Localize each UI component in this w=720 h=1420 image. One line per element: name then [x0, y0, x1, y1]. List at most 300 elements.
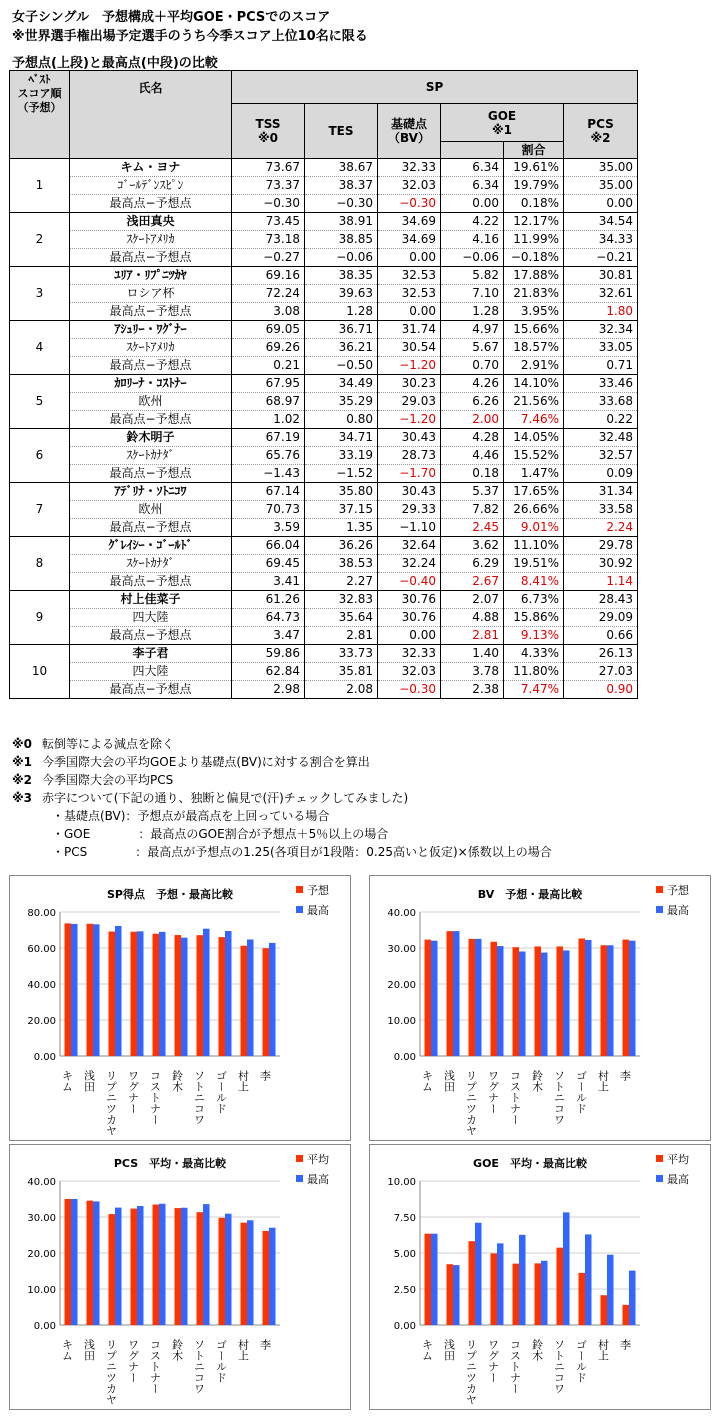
value-cell: 3.47	[232, 627, 305, 645]
value-cell: 11.10%	[504, 537, 564, 555]
bar-series-2	[475, 939, 482, 1056]
bar-series-2	[541, 1261, 548, 1325]
value-cell: 62.84	[232, 663, 305, 681]
value-cell: 17.88%	[504, 267, 564, 285]
value-cell: 4.88	[441, 609, 504, 627]
value-cell: 0.18%	[504, 195, 564, 213]
value-cell: 1.35	[305, 519, 378, 537]
value-cell: 4.26	[441, 375, 504, 393]
value-cell: 11.80%	[504, 663, 564, 681]
bar-series-1	[87, 1201, 94, 1325]
bar-series-2	[225, 1214, 232, 1325]
y-tick-label: 0.00	[33, 1052, 56, 1063]
x-tick-label: ソトニコワ	[552, 1339, 566, 1394]
x-tick-label: リプニツカヤ	[464, 1070, 478, 1136]
y-tick-label: 80.00	[27, 908, 56, 919]
bar-series-1	[491, 1253, 498, 1325]
bar-series-2	[563, 950, 570, 1056]
value-cell: 3.41	[232, 573, 305, 591]
diff-label: 最高点−予想点	[70, 573, 232, 591]
value-cell: 67.14	[232, 483, 305, 501]
table-row	[10, 555, 638, 573]
table-row	[10, 339, 638, 357]
legend-label: 平均	[667, 1153, 689, 1166]
competition-name: ｽｹｰﾄｶﾅﾀﾞ	[70, 555, 232, 573]
legend-swatch	[296, 1155, 303, 1162]
chart-sp	[9, 875, 351, 1141]
chart-title: SP得点 予想・最高比較	[107, 888, 233, 901]
table-row	[10, 465, 638, 483]
value-cell: 39.63	[305, 285, 378, 303]
value-cell: 5.82	[441, 267, 504, 285]
value-cell: 29.33	[378, 501, 441, 519]
table-row	[10, 267, 638, 285]
value-cell: −0.30	[305, 195, 378, 213]
y-tick-label: 20.00	[387, 980, 416, 991]
value-cell: 0.70	[441, 357, 504, 375]
y-tick-label: 30.00	[387, 944, 416, 955]
table-row	[10, 609, 638, 627]
x-tick-label: 鈴木	[530, 1339, 544, 1361]
skater-name: ｸﾞﾚｲｼｰ・ｺﾞｰﾙﾄﾞ	[70, 537, 232, 555]
bar-series-1	[197, 935, 204, 1056]
legend-label: 平均	[307, 1153, 329, 1166]
skater-name: ｱﾃﾞﾘﾅ・ｿﾄﾆｺﾜ	[70, 483, 232, 501]
chart-title: GOE 平均・最高比較	[473, 1157, 587, 1170]
rank-cell: 2	[10, 213, 70, 267]
competition-name: 欧州	[70, 501, 232, 519]
rank-cell: 8	[10, 537, 70, 591]
value-cell: 5.37	[441, 483, 504, 501]
bar-series-1	[579, 938, 586, 1056]
skater-name: 李子君	[70, 645, 232, 663]
value-cell: 4.33%	[504, 645, 564, 663]
x-tick-label: キム	[60, 1339, 74, 1361]
value-cell: 3.62	[441, 537, 504, 555]
value-cell: 19.51%	[504, 555, 564, 573]
bar-series-2	[93, 924, 100, 1056]
bar-series-1	[175, 935, 182, 1056]
value-cell: 30.23	[378, 375, 441, 393]
x-tick-label: 鈴木	[170, 1070, 184, 1092]
value-cell: −0.06	[441, 249, 504, 267]
value-cell: 32.57	[564, 447, 638, 465]
value-cell: 59.86	[232, 645, 305, 663]
bar-series-1	[469, 939, 476, 1056]
header-bv: 基礎点 （BV）	[378, 104, 441, 159]
value-cell: 32.83	[305, 591, 378, 609]
value-cell: 29.03	[378, 393, 441, 411]
value-cell: 35.81	[305, 663, 378, 681]
bar-series-1	[425, 940, 432, 1056]
bar-series-2	[269, 1228, 276, 1325]
competition-name: 欧州	[70, 393, 232, 411]
value-cell: 4.46	[441, 447, 504, 465]
bar-series-1	[263, 948, 270, 1056]
bar-series-1	[557, 946, 564, 1056]
value-cell: 33.58	[564, 501, 638, 519]
table-row	[10, 663, 638, 681]
score-table	[9, 70, 638, 699]
value-cell: 2.00	[441, 411, 504, 429]
bar-series-2	[71, 1199, 78, 1325]
value-cell: 2.45	[441, 519, 504, 537]
bar-series-2	[269, 943, 276, 1056]
y-tick-label: 60.00	[27, 944, 56, 955]
note-3: ※3 赤字について(下記の通り、独断と偏見で(汗)チェックしてみました)	[12, 791, 409, 805]
table-row	[10, 573, 638, 591]
value-cell: 33.68	[564, 393, 638, 411]
legend-swatch	[656, 886, 663, 893]
bar-series-1	[153, 1205, 160, 1325]
value-cell: 35.80	[305, 483, 378, 501]
bar-series-2	[137, 1206, 144, 1325]
legend-label: 予想	[307, 884, 329, 897]
bar-series-1	[447, 931, 454, 1056]
skater-name: ｱｼｭﾘｰ・ﾜｸﾞﾅｰ	[70, 321, 232, 339]
value-cell: 30.76	[378, 591, 441, 609]
value-cell: −1.70	[378, 465, 441, 483]
legend-swatch	[656, 906, 663, 913]
value-cell: 32.03	[378, 663, 441, 681]
x-tick-label: ワグナー	[126, 1070, 140, 1114]
bar-series-2	[629, 941, 636, 1056]
value-cell: 32.34	[564, 321, 638, 339]
page-subtitle: ※世界選手権出場予定選手のうち今季スコア上位10名に限る	[12, 29, 368, 44]
value-cell: 32.53	[378, 285, 441, 303]
diff-label: 最高点−予想点	[70, 357, 232, 375]
value-cell: 73.37	[232, 177, 305, 195]
value-cell: 0.71	[564, 357, 638, 375]
chart-goe	[369, 1144, 711, 1410]
value-cell: 29.78	[564, 537, 638, 555]
y-tick-label: 40.00	[387, 908, 416, 919]
table-row	[10, 231, 638, 249]
bar-series-2	[585, 940, 592, 1056]
note-0: ※0 転倒等による減点を除く	[12, 737, 175, 751]
value-cell: 34.33	[564, 231, 638, 249]
value-cell: 28.73	[378, 447, 441, 465]
bar-series-2	[159, 932, 166, 1056]
table-row	[10, 393, 638, 411]
x-tick-label: リプニツカヤ	[464, 1339, 478, 1405]
value-cell: 72.24	[232, 285, 305, 303]
value-cell: 8.41%	[504, 573, 564, 591]
rank-cell: 5	[10, 375, 70, 429]
header-goe-pts	[441, 142, 504, 159]
header-pcs: PCS ※2	[564, 104, 638, 159]
y-tick-label: 10.00	[27, 1285, 56, 1296]
y-tick-label: 10.00	[387, 1177, 416, 1188]
value-cell: 6.26	[441, 393, 504, 411]
value-cell: 15.52%	[504, 447, 564, 465]
bar-series-2	[181, 938, 188, 1056]
bar-series-1	[131, 1209, 138, 1325]
bar-series-2	[497, 946, 504, 1056]
bar-series-1	[469, 1241, 476, 1325]
value-cell: 28.43	[564, 591, 638, 609]
header-name: 氏名	[70, 71, 232, 159]
legend-swatch	[296, 1175, 303, 1182]
bar-series-1	[153, 934, 160, 1056]
value-cell: 30.43	[378, 483, 441, 501]
bar-series-1	[65, 1199, 72, 1325]
table-row	[10, 537, 638, 555]
x-tick-label: キム	[420, 1070, 434, 1092]
value-cell: 0.90	[564, 681, 638, 699]
bar-series-2	[247, 939, 254, 1056]
bar-series-1	[535, 1263, 542, 1325]
y-tick-label: 0.00	[33, 1321, 56, 1332]
value-cell: 68.97	[232, 393, 305, 411]
value-cell: 30.81	[564, 267, 638, 285]
value-cell: 65.76	[232, 447, 305, 465]
value-cell: 61.26	[232, 591, 305, 609]
value-cell: 1.28	[305, 303, 378, 321]
value-cell: 36.71	[305, 321, 378, 339]
x-tick-label: リプニツカヤ	[104, 1070, 118, 1136]
legend-swatch	[656, 1175, 663, 1182]
value-cell: 14.05%	[504, 429, 564, 447]
table-row	[10, 591, 638, 609]
legend-swatch	[296, 906, 303, 913]
bar-series-1	[535, 946, 542, 1056]
bar-series-1	[557, 1248, 564, 1325]
value-cell: 7.46%	[504, 411, 564, 429]
value-cell: −0.18%	[504, 249, 564, 267]
table-row	[10, 375, 638, 393]
page-title: 女子シングル 予想構成＋平均GOE・PCSでのスコア	[12, 10, 331, 25]
header-ratio: 割合	[504, 142, 564, 159]
x-tick-label: ソトニコワ	[552, 1070, 566, 1125]
rank-cell: 10	[10, 645, 70, 699]
value-cell: 2.27	[305, 573, 378, 591]
table-row	[10, 249, 638, 267]
value-cell: −0.40	[378, 573, 441, 591]
value-cell: 15.66%	[504, 321, 564, 339]
competition-name: ｽｹｰﾄｱﾒﾘｶ	[70, 339, 232, 357]
x-tick-label: 李	[258, 1070, 272, 1081]
value-cell: 32.33	[378, 645, 441, 663]
x-tick-label: 浅田	[442, 1070, 456, 1092]
value-cell: 35.00	[564, 177, 638, 195]
value-cell: 32.48	[564, 429, 638, 447]
legend-label: 最高	[307, 1173, 329, 1186]
value-cell: 34.69	[378, 213, 441, 231]
note-3-pcs: ・PCS ：最高点が予想点の1.25(各項目が1段階：0.25高いと仮定)×係数以上の場合	[52, 845, 552, 859]
x-tick-label: ゴールド	[574, 1070, 588, 1114]
bar-series-1	[579, 1273, 586, 1325]
table-row	[10, 195, 638, 213]
x-tick-label: ソトニコワ	[192, 1070, 206, 1125]
x-tick-label: ソトニコワ	[192, 1339, 206, 1394]
value-cell: 3.78	[441, 663, 504, 681]
value-cell: 36.21	[305, 339, 378, 357]
table-row	[10, 627, 638, 645]
value-cell: 32.24	[378, 555, 441, 573]
bar-series-1	[175, 1208, 182, 1325]
y-tick-label: 0.00	[393, 1321, 416, 1332]
value-cell: 30.43	[378, 429, 441, 447]
skater-name: キム・ヨナ	[70, 159, 232, 177]
bar-series-2	[607, 1255, 614, 1325]
value-cell: 69.16	[232, 267, 305, 285]
rank-cell: 3	[10, 267, 70, 321]
bar-series-2	[453, 931, 460, 1056]
competition-name: ｽｹｰﾄｱﾒﾘｶ	[70, 231, 232, 249]
table-row	[10, 681, 638, 699]
value-cell: 21.56%	[504, 393, 564, 411]
value-cell: 35.64	[305, 609, 378, 627]
value-cell: 9.01%	[504, 519, 564, 537]
legend-swatch	[656, 1155, 663, 1162]
table-row	[10, 519, 638, 537]
bar-series-1	[241, 946, 248, 1056]
value-cell: 3.08	[232, 303, 305, 321]
bar-series-1	[219, 1218, 226, 1325]
legend-label: 最高	[667, 1173, 689, 1186]
legend-label: 最高	[667, 904, 689, 917]
value-cell: −1.20	[378, 411, 441, 429]
rank-cell: 7	[10, 483, 70, 537]
bar-series-2	[519, 951, 526, 1056]
value-cell: 38.91	[305, 213, 378, 231]
table-row	[10, 303, 638, 321]
x-tick-label: ワグナー	[486, 1070, 500, 1114]
bar-series-1	[197, 1212, 204, 1325]
value-cell: 19.79%	[504, 177, 564, 195]
chart-title: PCS 平均・最高比較	[113, 1157, 227, 1170]
value-cell: 35.00	[564, 159, 638, 177]
skater-name: 浅田真央	[70, 213, 232, 231]
skater-name: 鈴木明子	[70, 429, 232, 447]
value-cell: −0.30	[378, 195, 441, 213]
value-cell: 4.97	[441, 321, 504, 339]
bar-series-2	[93, 1201, 100, 1325]
table-row	[10, 501, 638, 519]
value-cell: 7.47%	[504, 681, 564, 699]
value-cell: 2.81	[441, 627, 504, 645]
value-cell: 33.73	[305, 645, 378, 663]
table-row	[10, 447, 638, 465]
value-cell: 1.40	[441, 645, 504, 663]
value-cell: −0.30	[378, 681, 441, 699]
diff-label: 最高点−予想点	[70, 465, 232, 483]
value-cell: 32.33	[378, 159, 441, 177]
value-cell: 14.10%	[504, 375, 564, 393]
value-cell: 34.54	[564, 213, 638, 231]
value-cell: −0.06	[305, 249, 378, 267]
value-cell: 0.66	[564, 627, 638, 645]
table-row	[10, 411, 638, 429]
value-cell: 6.29	[441, 555, 504, 573]
rank-cell: 4	[10, 321, 70, 375]
value-cell: −0.30	[232, 195, 305, 213]
bar-series-2	[247, 1220, 254, 1325]
bar-series-2	[585, 1234, 592, 1325]
bar-series-1	[601, 945, 608, 1056]
x-tick-label: 村上	[236, 1070, 250, 1092]
bar-series-1	[109, 932, 116, 1056]
x-tick-label: 村上	[596, 1339, 610, 1361]
value-cell: 0.22	[564, 411, 638, 429]
bar-series-1	[623, 940, 630, 1056]
table-row	[10, 213, 638, 231]
rank-cell: 9	[10, 591, 70, 645]
header-tes: TES	[305, 104, 378, 159]
competition-name: 四大陸	[70, 663, 232, 681]
value-cell: 2.08	[305, 681, 378, 699]
value-cell: 30.92	[564, 555, 638, 573]
y-tick-label: 7.50	[393, 1213, 416, 1224]
legend-label: 予想	[667, 884, 689, 897]
x-tick-label: 浅田	[82, 1339, 96, 1361]
x-tick-label: コストナー	[508, 1070, 522, 1125]
value-cell: 38.35	[305, 267, 378, 285]
note-1: ※1 今季国際大会の平均GOEより基礎点(BV)に対する割合を算出	[12, 755, 370, 769]
bar-series-1	[263, 1231, 270, 1325]
competition-name: ｽｹｰﾄｶﾅﾀﾞ	[70, 447, 232, 465]
value-cell: 2.38	[441, 681, 504, 699]
y-tick-label: 0.00	[393, 1052, 416, 1063]
value-cell: −1.52	[305, 465, 378, 483]
value-cell: 6.34	[441, 159, 504, 177]
note-2: ※2 今季国際大会の平均PCS	[12, 773, 174, 787]
value-cell: 2.98	[232, 681, 305, 699]
diff-label: 最高点−予想点	[70, 249, 232, 267]
bar-series-2	[181, 1208, 188, 1325]
x-tick-label: コストナー	[148, 1070, 162, 1125]
x-tick-label: コストナー	[148, 1339, 162, 1394]
value-cell: 33.05	[564, 339, 638, 357]
value-cell: 30.76	[378, 609, 441, 627]
table-row	[10, 357, 638, 375]
value-cell: 19.61%	[504, 159, 564, 177]
value-cell: 0.00	[564, 195, 638, 213]
bar-series-2	[115, 1208, 122, 1325]
bar-series-2	[225, 931, 232, 1056]
value-cell: 4.22	[441, 213, 504, 231]
value-cell: 38.85	[305, 231, 378, 249]
header-goe: GOE ※1	[441, 104, 564, 142]
legend-swatch	[296, 886, 303, 893]
value-cell: 6.73%	[504, 591, 564, 609]
x-tick-label: 村上	[236, 1339, 250, 1361]
chart-pcs	[9, 1144, 351, 1410]
value-cell: 7.10	[441, 285, 504, 303]
value-cell: 3.95%	[504, 303, 564, 321]
value-cell: 67.19	[232, 429, 305, 447]
bar-series-2	[71, 924, 78, 1056]
bar-series-1	[447, 1264, 454, 1325]
competition-name: 四大陸	[70, 609, 232, 627]
value-cell: 1.02	[232, 411, 305, 429]
bar-series-2	[115, 926, 122, 1056]
value-cell: 2.91%	[504, 357, 564, 375]
bar-series-2	[203, 1204, 210, 1325]
value-cell: 1.14	[564, 573, 638, 591]
bar-series-1	[241, 1223, 248, 1325]
value-cell: 11.99%	[504, 231, 564, 249]
table-row	[10, 483, 638, 501]
value-cell: −0.50	[305, 357, 378, 375]
x-tick-label: 李	[618, 1339, 632, 1350]
section-title: 予想点(上段)と最高点(中段)の比較	[12, 56, 218, 71]
value-cell: 70.73	[232, 501, 305, 519]
value-cell: 27.03	[564, 663, 638, 681]
value-cell: 67.95	[232, 375, 305, 393]
value-cell: 33.19	[305, 447, 378, 465]
